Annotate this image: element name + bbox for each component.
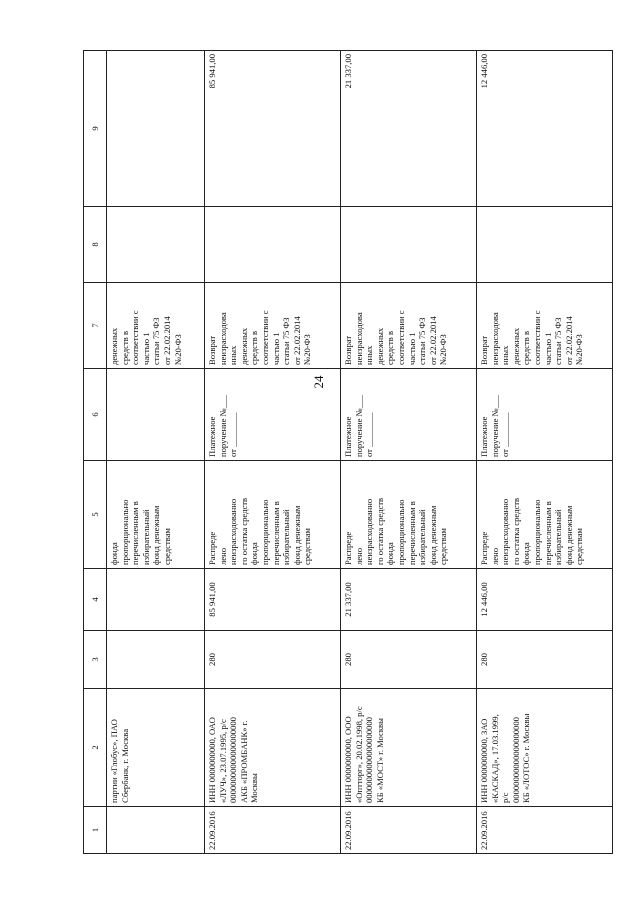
code-cell: 280 bbox=[477, 631, 613, 689]
total-cell bbox=[107, 51, 205, 207]
date-cell: 22.09.2016 bbox=[341, 807, 477, 854]
column-header: 1 bbox=[84, 807, 107, 854]
total-cell: 12 446,00 bbox=[477, 51, 613, 207]
date-cell: 22.09.2016 bbox=[477, 807, 613, 854]
col8-cell bbox=[477, 207, 613, 283]
reason-cell: Возврат неизрасходова нных денежных средств в соответствии с частью 1 статьи 75 ФЗ от 22.02.2014 №20-ФЗ bbox=[341, 283, 477, 369]
total-cell: 21 337,00 bbox=[341, 51, 477, 207]
total-cell: 85 941,00 bbox=[205, 51, 341, 207]
description-cell: Распреде лено неизрасходованно го остатка средств фонда пропорционально перечисленным в избирательный фонд денежным средствам bbox=[477, 461, 613, 569]
amount-cell: 85 941,00 bbox=[205, 569, 341, 631]
table-row bbox=[205, 51, 341, 854]
code-cell: 280 bbox=[205, 631, 341, 689]
payment-doc-cell bbox=[107, 369, 205, 461]
table-row bbox=[341, 51, 477, 854]
counterparty-cell: ИНН 0000000000, ЗАО «КАСКАД», 17.03.1999, р/с 00000000000000000000 КБ «ЛОТОС» г. Москвы bbox=[477, 689, 613, 807]
reason-cell: Возврат неизрасходова нных денежных средств в соответствии с частью 1 статьи 75 ФЗ от 22.02.2014 №20-ФЗ bbox=[477, 283, 613, 369]
payment-doc-cell: Платежное поручение №___ от ________ bbox=[477, 369, 613, 461]
amount-cell: 21 337,00 bbox=[341, 569, 477, 631]
description-cell: фонда пропорционально перечисленным в избирательный фонд денежным средствам bbox=[107, 461, 205, 569]
counterparty-cell: ИНН 0000000000, ООО «Оптторг», 20.02.1998, р/с 00000000000000000000 КБ «МОСТ» г. Москвы bbox=[341, 689, 477, 807]
column-header: 7 bbox=[84, 283, 107, 369]
column-header: 3 bbox=[84, 631, 107, 689]
col8-cell bbox=[341, 207, 477, 283]
amount-cell: 12 446,00 bbox=[477, 569, 613, 631]
description-cell: Распреде лено неизрасходованно го остатка средств фонда пропорционально перечисленным в избирательный фонд денежным средствам bbox=[341, 461, 477, 569]
column-header: 2 bbox=[84, 689, 107, 807]
code-cell: 280 bbox=[341, 631, 477, 689]
reason-cell: Возврат неизрасходова нных денежных средств в соответствии с частью 1 статьи 75 ФЗ от 22.02.2014 №20-ФЗ bbox=[205, 283, 341, 369]
code-cell bbox=[107, 631, 205, 689]
column-header: 8 bbox=[84, 207, 107, 283]
counterparty-cell: ИНН 0000000000, ОАО «ЛУЧ», 23.07.1995, р/с 00000000000000000000 АКБ «ПРОМБАНК» г. Москвы bbox=[205, 689, 341, 807]
column-header: 5 bbox=[84, 461, 107, 569]
col8-cell bbox=[205, 207, 341, 283]
payment-doc-cell: Платежное поручение №___ от ________ bbox=[341, 369, 477, 461]
table-row bbox=[477, 51, 613, 854]
column-header: 6 bbox=[84, 369, 107, 461]
header-row bbox=[84, 51, 107, 854]
date-cell bbox=[107, 807, 205, 854]
page-number: 24 bbox=[311, 375, 326, 389]
date-cell: 22.09.2016 bbox=[205, 807, 341, 854]
table-row bbox=[107, 51, 205, 854]
reason-cell: денежных средств в соответствии с частью 1 статьи 75 ФЗ от 22.02.2014 №20-ФЗ bbox=[107, 283, 205, 369]
column-header: 9 bbox=[84, 51, 107, 207]
column-header: 4 bbox=[84, 569, 107, 631]
payment-doc-cell: Платежное поручение №___ от ________ bbox=[205, 369, 341, 461]
description-cell: Распреде лено неизрасходованно го остатка средств фонда пропорционально перечисленным в избирательный фонд денежным средствам bbox=[205, 461, 341, 569]
transactions-table bbox=[83, 50, 613, 854]
rotated-table-area bbox=[83, 51, 608, 854]
col8-cell bbox=[107, 207, 205, 283]
amount-cell bbox=[107, 569, 205, 631]
counterparty-cell: партии «Глобус», ПАО Сбербанк, г. Москва bbox=[107, 689, 205, 807]
